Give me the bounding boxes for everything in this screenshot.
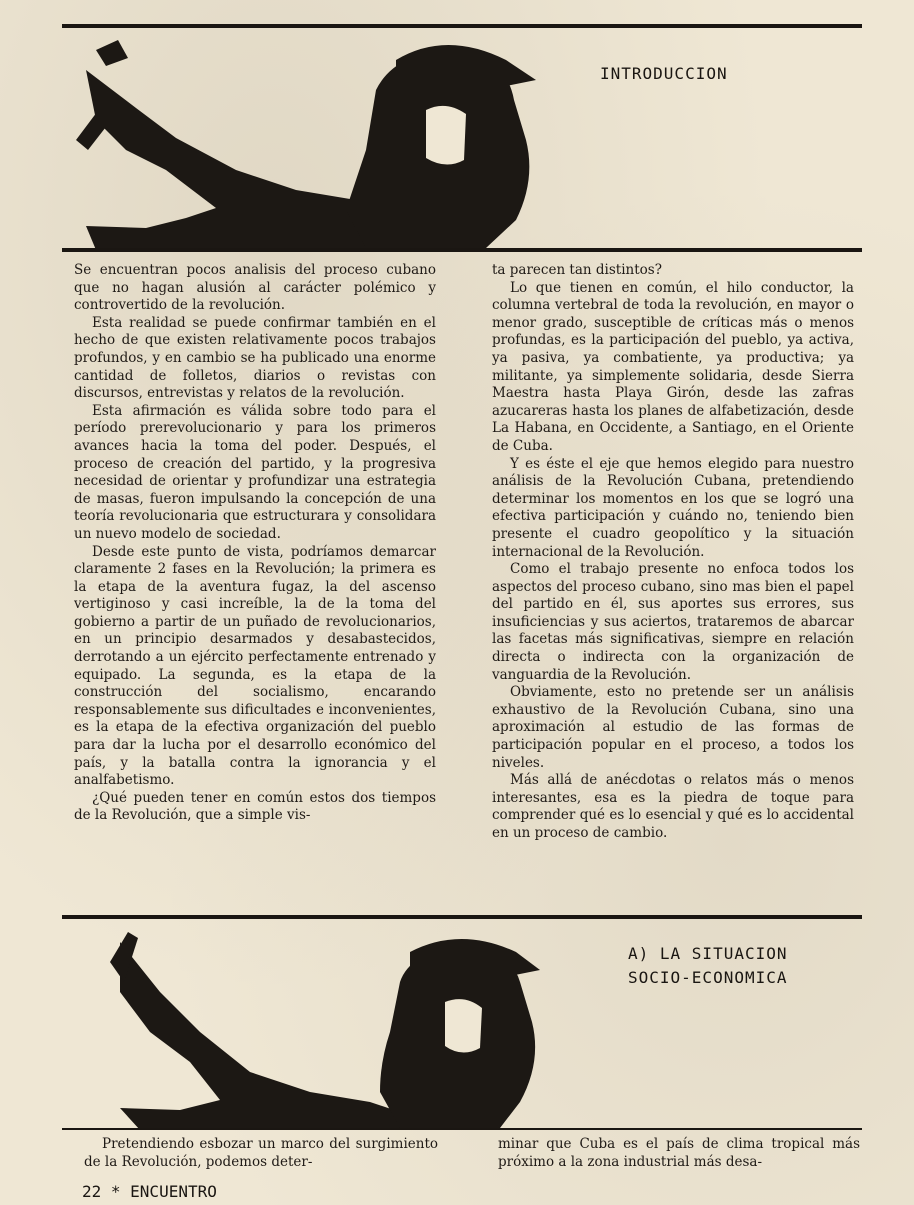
top-rule: [62, 24, 862, 28]
paragraph: Se encuentran pocos analisis del proceso cubano que no hagan alusión al carácter polémico y controvertido de la revolución.: [74, 262, 436, 314]
section-rule-top: [62, 248, 862, 252]
revolutionary-figure-illustration-top: [66, 30, 586, 250]
revolutionary-figure-illustration-bottom: [80, 922, 580, 1130]
paragraph: Obviamente, esto no pretende ser un análisis exhaustivo de la Revolución Cubana, sino una aproximación al estudio de las formas de participación popular en el proceso, a todos los niveles.: [492, 684, 854, 771]
bottom-left-column: [84, 1136, 438, 1171]
paragraph: minar que Cuba es el país de clima tropical más próximo a la zona industrial más desa-: [498, 1136, 860, 1170]
subsection-heading-line2: SOCIO-ECONOMICA: [628, 968, 788, 987]
paragraph: Esta realidad se puede confirmar también en el hecho de que existen relativamente pocos trabajos profundos, y en cambio se ha publicado una enorme cantidad de folletos, diarios o revistas con discursos, entrevistas y relatos de la revolución.: [74, 314, 436, 402]
left-column: [74, 262, 436, 825]
paragraph: Más allá de anécdotas o relatos más o menos interesantes, esa es la piedra de toque para comprender qué es lo esencial y qué es lo accidental en un proceso de cambio.: [492, 772, 854, 841]
right-column: [492, 262, 854, 843]
subsection-heading-line1: A) LA SITUACION: [628, 944, 788, 963]
section-rule-bottom: [62, 1128, 862, 1130]
paragraph: Esta afirmación es válida sobre todo para el período prerevolucionario y para los primeros avances hacia la toma del poder. Después, el proceso de creación del partido, y la progresiva necesidad de orientar y profundizar una estrategia de masas, fueron impulsando la concepción de una teoría revolucionaria que estructurara y consolidara un nuevo modelo de sociedad.: [74, 402, 436, 542]
paragraph: Y es éste el eje que hemos elegido para nuestro análisis de la Revolución Cubana, pretendiendo determinar los momentos en los que se logró una efectiva participación y cuándo no, teniendo bien presente el cuadro geopolítico y la situación internacional de la Revolución.: [492, 455, 854, 560]
section-rule-mid: [62, 915, 862, 919]
paragraph: Pretendiendo esbozar un marco del surgimiento de la Revolución, podemos deter-: [84, 1136, 438, 1170]
paragraph: Lo que tienen en común, el hilo conductor, la columna vertebral de toda la revolución, en mayor o menor grado, susceptible de críticas más o menos profundas, es la participación del pueblo, ya activa, ya pasiva, ya combatiente, ya productiva; ya militante, ya simplemente solidaria, desde Sierra Maestra hasta Playa Girón, desde las zafras azucareras hasta los planes de alfabetización, desde La Habana, en Occidente, a Santiago, en el Oriente de Cuba.: [492, 279, 854, 454]
bottom-right-column: [498, 1136, 860, 1171]
section-heading: INTRODUCCION: [600, 64, 728, 83]
paragraph: Como el trabajo presente no enfoca todos los aspectos del proceso cubano, sino mas bien el papel del partido en él, sus aportes sus errores, sus insuficiencias y sus aciertos, trataremos de abarcar las facetas más significativas, siempre en relación directa o indirecta con la organización de vanguardia de la Revolución.: [492, 561, 854, 683]
paragraph: Desde este punto de vista, podríamos demarcar claramente 2 fases en la Revolución; la primera es la etapa de la aventura fugaz, la del ascenso vertiginoso y casi increíble, la de la toma del gobierno a partir de un puñado de revolucionarios, en un principio desarmados y desabastecidos, derrotando a un ejército perfectamente entrenado y equipado. La segunda, es la etapa de la construcción del socialismo, encarando responsablemente sus dificultades e inconvenientes, es la etapa de la efectiva organización del pueblo para dar la lucha por el desarrollo económico del país, y la batalla contra la ignorancia y el analfabetismo.: [74, 543, 436, 789]
paragraph: ta parecen tan distintos?: [492, 262, 662, 278]
page-footer: 22 * ENCUENTRO: [82, 1182, 217, 1201]
paragraph: ¿Qué pueden tener en común estos dos tiempos de la Revolución, que a simple vis-: [74, 789, 436, 824]
